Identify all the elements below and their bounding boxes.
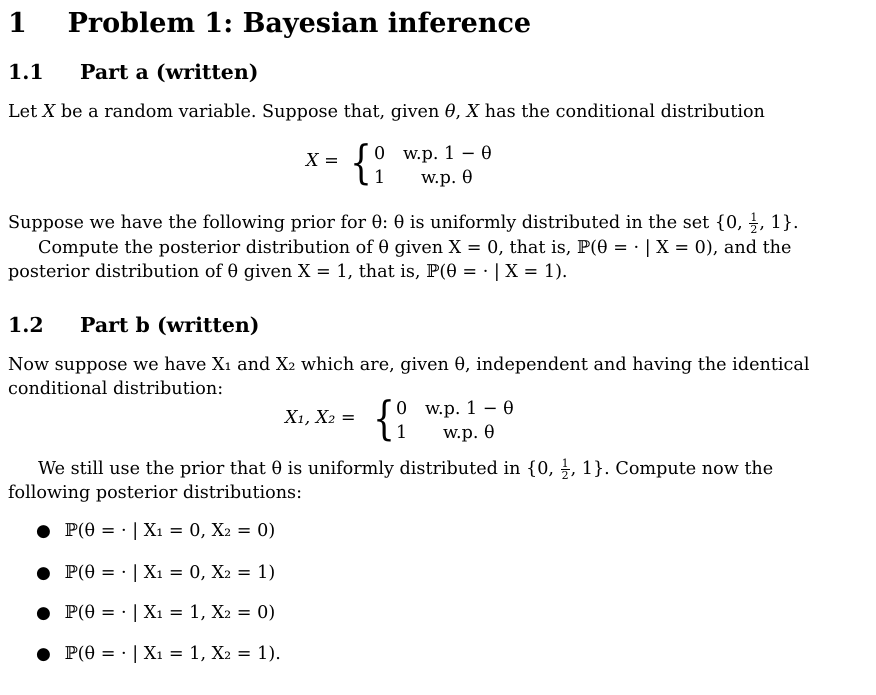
bullet-icon: ● — [36, 563, 51, 583]
subsection-title: Part b (written) — [79, 313, 260, 337]
fraction-half — [561, 458, 570, 481]
list-item — [36, 601, 275, 625]
section-title: Problem 1: Bayesian inference — [67, 8, 532, 39]
subsection-title: Part a (written) — [79, 60, 259, 84]
case-condition: w.p. 1 − θ — [425, 399, 514, 419]
subsection-heading-b — [8, 313, 260, 337]
equation-lhs: X₁, X₂ = — [285, 408, 356, 428]
text-run: We still use the prior that θ is uniformly distributed in {0, — [38, 459, 560, 479]
part-a-intro — [8, 100, 765, 124]
fraction-numerator: 1 — [750, 210, 758, 224]
var-theta: θ — [444, 102, 456, 122]
list-item-text: ℙ(θ = · | X₁ = 0, X₂ = 0) — [64, 521, 276, 541]
fraction-numerator: 1 — [561, 456, 569, 470]
case-value: 0 — [396, 399, 408, 419]
list-item-text: ℙ(θ = · | X₁ = 1, X₂ = 0) — [64, 603, 276, 623]
case-value: 1 — [374, 168, 386, 188]
var-x: X — [466, 102, 480, 122]
list-item — [36, 642, 281, 666]
subsection-number: 1.1 — [8, 60, 44, 84]
part-a-task-line-2: posterior distribution of θ given X = 1, that is, ℙ(θ = · | X = 1). — [8, 262, 568, 282]
part-b-intro-line-2: conditional distribution: — [8, 379, 224, 399]
part-b-prior-line-2: following posterior distributions: — [8, 483, 303, 503]
text-run: Let — [8, 102, 43, 122]
case-value: 1 — [396, 423, 408, 443]
section-number: 1 — [8, 8, 27, 39]
subsection-number: 1.2 — [8, 313, 44, 337]
text-run: , — [455, 102, 467, 122]
bullet-icon: ● — [36, 644, 51, 664]
fraction-denominator: 2 — [750, 222, 758, 236]
left-brace: { — [350, 135, 372, 189]
part-a-prior — [8, 211, 799, 235]
case-condition: w.p. 1 − θ — [403, 144, 492, 164]
bullet-icon: ● — [36, 603, 51, 623]
part-b-prior — [38, 457, 773, 481]
list-item — [36, 519, 275, 543]
case-condition: w.p. θ — [443, 423, 495, 443]
part-b-intro-line-1: Now suppose we have X₁ and X₂ which are, given θ, independent and having the identical — [8, 355, 810, 375]
fraction-denominator: 2 — [561, 468, 569, 482]
case-condition: w.p. θ — [421, 168, 473, 188]
left-brace: { — [373, 391, 395, 445]
fraction-half — [749, 212, 758, 235]
text-run: , 1}. Compute now the — [570, 459, 774, 479]
var-x: X — [42, 102, 56, 122]
list-item — [36, 561, 275, 585]
text-run: has the conditional distribution — [479, 102, 765, 122]
text-run: , 1}. — [759, 213, 799, 233]
case-value: 0 — [374, 144, 386, 164]
list-item-text: ℙ(θ = · | X₁ = 0, X₂ = 1) — [64, 563, 276, 583]
subsection-heading-a — [8, 60, 258, 84]
list-item-text: ℙ(θ = · | X₁ = 1, X₂ = 1). — [64, 644, 281, 664]
part-a-task-line-1: Compute the posterior distribution of θ given X = 0, that is, ℙ(θ = · | X = 0), and the — [38, 238, 792, 258]
text-run: be a random variable. Suppose that, given — [55, 102, 445, 122]
text-run: Suppose we have the following prior for θ: θ is uniformly distributed in the set {0, — [8, 213, 749, 233]
equation-lhs: X = — [306, 151, 339, 171]
section-heading — [8, 8, 531, 39]
bullet-icon: ● — [36, 521, 51, 541]
